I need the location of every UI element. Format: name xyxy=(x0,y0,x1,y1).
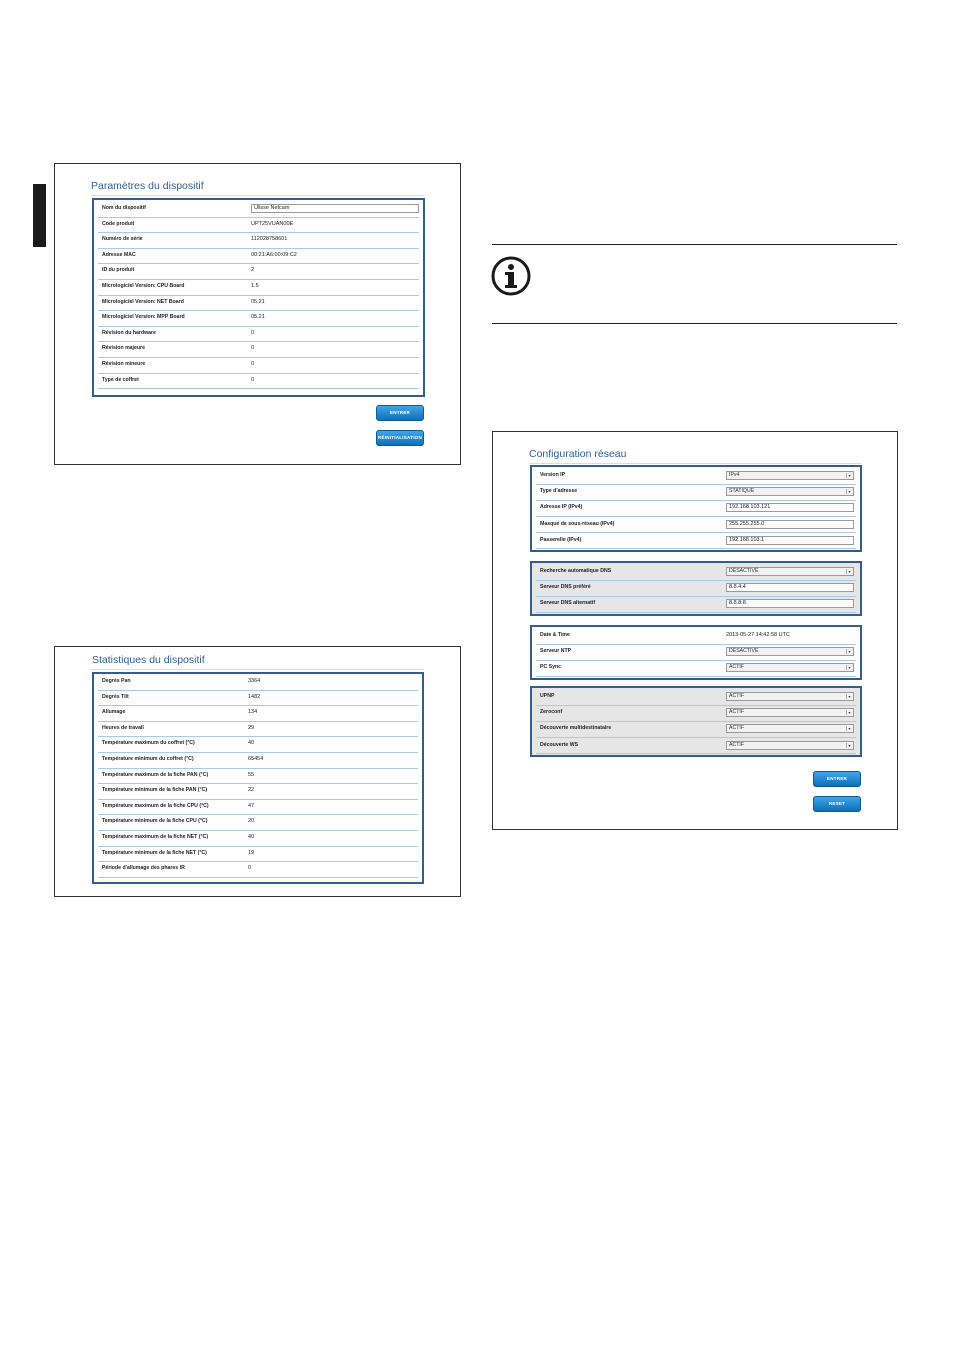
select-value: ACTIF xyxy=(729,664,744,671)
select-value: STATIQUE xyxy=(729,488,755,495)
field-label: Type de coffret xyxy=(102,376,139,383)
row-revision-majeure xyxy=(98,342,419,358)
select-value: ACTIF xyxy=(729,725,744,732)
field-label: Micrologiciel Version: NET Board xyxy=(102,298,184,305)
version-ip-select[interactable] xyxy=(726,471,854,480)
panel-title: Paramètres du dispositif xyxy=(91,180,204,192)
field-label: PC Sync xyxy=(540,664,562,671)
field-label: Serveur DNS préféré xyxy=(540,584,591,591)
field-label: Adresse MAC xyxy=(102,251,136,258)
row-heures-de-travail xyxy=(98,722,418,738)
field-value: 05.21 xyxy=(251,298,265,305)
field-value: 1482 xyxy=(248,693,261,700)
network-group-2 xyxy=(530,561,862,616)
serveur-dns-prefere-input[interactable] xyxy=(726,583,854,592)
field-value: UPT25VUAN00E xyxy=(251,220,294,227)
select-value: ACTIF xyxy=(729,693,744,699)
row-id-du-produit xyxy=(98,264,419,280)
row-micrologiciel-version-mpp-board xyxy=(98,311,419,327)
title-divider xyxy=(91,195,424,196)
field-label: Masque de sous-réseau (IPv4) xyxy=(540,520,615,527)
row-allumage xyxy=(98,706,418,722)
adresse-ip-ipv4-input[interactable] xyxy=(726,503,854,512)
field-label: Température minimum du coffret (°C) xyxy=(102,756,194,762)
field-value: 134 xyxy=(248,709,258,716)
panel-title: Configuration réseau xyxy=(529,448,627,460)
field-label: Adresse IP (IPv4) xyxy=(540,504,583,511)
recherche-automatique-dns-select[interactable] xyxy=(726,567,854,576)
chevron-down-icon[interactable]: ▾ xyxy=(846,569,852,574)
field-value: 00:21:A6:00:09:C2 xyxy=(251,251,297,258)
field-label: ID du produit xyxy=(102,267,135,274)
field-value: 0 xyxy=(251,345,255,352)
select-value: IPv4 xyxy=(729,472,740,478)
upnp-select[interactable] xyxy=(726,692,854,701)
row-code-produit xyxy=(98,218,419,234)
field-label: Température minimum de la fiche NET (°C) xyxy=(102,849,207,856)
reset-button[interactable]: RESET xyxy=(813,796,861,812)
field-label: Découverte multidestinataire xyxy=(540,725,612,732)
row-temperature-minimum-de-la-fiche-cpu-c xyxy=(98,815,418,831)
field-label: Heures de travail xyxy=(102,724,144,731)
field-value: 0 xyxy=(251,376,255,383)
field-label: Révision du hardware xyxy=(102,329,156,336)
row-date-time xyxy=(536,629,856,645)
field-label: Période d'allumage des phares IR xyxy=(102,865,185,872)
row-temperature-minimum-de-la-fiche-net-c xyxy=(98,847,418,863)
device-statistics-table xyxy=(92,672,424,884)
row-periode-d-allumage-des-phares-ir xyxy=(98,862,418,878)
field-value: 65454 xyxy=(248,756,264,762)
row-type-d-adresse xyxy=(536,485,856,501)
row-version-ip xyxy=(536,469,856,485)
field-label: Degrés Tilt xyxy=(102,693,129,700)
field-label: Serveur DNS alternatif xyxy=(540,600,596,607)
row-adresse-ip-ipv4 xyxy=(536,501,856,517)
masque-de-sous-reseau-ipv4-input[interactable] xyxy=(726,520,854,529)
field-label: Micrologiciel Version: CPU Board xyxy=(102,283,185,289)
network-configuration-panel xyxy=(492,431,898,830)
network-group-3 xyxy=(530,625,862,680)
select-value: ACTIF xyxy=(729,741,744,748)
decouverte-multidestinataire-select[interactable] xyxy=(726,724,854,733)
title-divider xyxy=(91,669,424,670)
row-type-de-coffret xyxy=(98,374,419,390)
row-passerelle-ipv4 xyxy=(536,534,856,550)
row-temperature-maximum-de-la-fiche-pan-c xyxy=(98,769,418,785)
row-micrologiciel-version-net-board xyxy=(98,296,419,312)
row-adresse-mac xyxy=(98,249,419,265)
select-value: DÉSACTIVÉ xyxy=(729,568,759,574)
row-micrologiciel-version-cpu-board xyxy=(98,280,419,296)
field-value: 0 xyxy=(248,865,252,872)
row-masque-de-sous-reseau-ipv4 xyxy=(536,518,856,534)
nom-du-dispositif-input[interactable] xyxy=(251,204,419,213)
field-value: 47 xyxy=(248,802,255,809)
panel-title: Statistiques du dispositif xyxy=(92,654,205,666)
field-label: Numéro de série xyxy=(102,236,143,243)
field-value: 22 xyxy=(248,787,255,794)
input-value: 192.168.103.1 xyxy=(729,536,765,543)
info-icon xyxy=(491,256,531,296)
field-label: Date & Time xyxy=(540,632,570,638)
field-label: Température minimum de la fiche PAN (°C) xyxy=(102,787,208,794)
device-parameters-panel xyxy=(54,163,461,465)
row-revision-du-hardware xyxy=(98,327,419,343)
field-label: Micrologiciel Version: MPP Board xyxy=(102,314,185,321)
title-divider xyxy=(529,463,861,464)
chevron-down-icon[interactable]: ▾ xyxy=(846,489,852,494)
chevron-down-icon[interactable]: ▾ xyxy=(846,743,852,748)
chevron-down-icon[interactable]: ▾ xyxy=(846,665,852,670)
row-temperature-maximum-de-la-fiche-net-c xyxy=(98,831,418,847)
field-label: Température maximum de la fiche CPU (°C) xyxy=(102,802,209,809)
row-decouverte-ws xyxy=(536,739,856,755)
row-pc-sync xyxy=(536,661,856,677)
field-value: 3364 xyxy=(248,678,261,684)
chevron-down-icon[interactable]: ▾ xyxy=(846,694,852,699)
field-value: 29 xyxy=(248,724,255,731)
chevron-down-icon[interactable]: ▾ xyxy=(846,726,852,731)
field-label: Température maximum de la fiche NET (°C) xyxy=(102,834,209,840)
note-top-rule xyxy=(492,244,897,245)
device-statistics-panel xyxy=(54,646,461,897)
chevron-down-icon[interactable]: ▾ xyxy=(846,649,852,654)
field-label: Révision majeure xyxy=(102,345,145,352)
row-upnp xyxy=(536,690,856,706)
row-degres-pan xyxy=(98,675,418,691)
input-value: 255.255.255.0 xyxy=(729,520,765,527)
field-value: 1.5 xyxy=(251,283,259,289)
field-value: 40 xyxy=(248,740,255,747)
field-label: Zeroconf xyxy=(540,709,563,716)
input-value: 192.168.103.121 xyxy=(729,504,771,511)
field-label: Type d'adresse xyxy=(540,488,578,495)
row-serveur-dns-alternatif xyxy=(536,597,856,613)
network-group-4 xyxy=(530,686,862,757)
enter-button[interactable]: ENTRER xyxy=(376,405,424,421)
zeroconf-select[interactable] xyxy=(726,708,854,717)
field-label: Degrés Pan xyxy=(102,678,131,684)
row-serveur-ntp xyxy=(536,645,856,661)
pc-sync-select[interactable] xyxy=(726,663,854,672)
input-value: Ulisse Netcam xyxy=(254,205,290,211)
field-label: Serveur NTP xyxy=(540,648,572,655)
row-decouverte-multidestinataire xyxy=(536,722,856,738)
field-label: Version IP xyxy=(540,472,566,478)
network-group-1 xyxy=(530,465,862,552)
field-value: 20 xyxy=(248,818,255,825)
serveur-ntp-select[interactable] xyxy=(726,647,854,656)
select-value: DÉSACTIVÉ xyxy=(729,648,759,655)
note-bottom-rule xyxy=(492,323,897,324)
field-value: 19 xyxy=(248,849,255,856)
row-temperature-maximum-du-coffret-c xyxy=(98,737,418,753)
row-nom-du-dispositif xyxy=(98,202,419,218)
field-label: Température minimum de la fiche CPU (°C) xyxy=(102,818,208,825)
select-value: ACTIF xyxy=(729,709,744,716)
row-temperature-maximum-de-la-fiche-cpu-c xyxy=(98,800,418,816)
field-value: 2013-05-27 14:42:58 UTC xyxy=(726,632,790,638)
passerelle-ipv4-input[interactable] xyxy=(726,536,854,545)
row-temperature-minimum-du-coffret-c xyxy=(98,753,418,769)
enter-button[interactable]: ENTRER xyxy=(813,771,861,787)
field-label: Code produit xyxy=(102,220,135,227)
device-parameters-table xyxy=(92,198,425,397)
section-tab-marker xyxy=(33,184,46,247)
field-value: 55 xyxy=(248,771,255,778)
input-value: 8.8.8.8 xyxy=(729,600,746,607)
field-label: UPNP xyxy=(540,693,555,699)
row-degres-tilt xyxy=(98,691,418,707)
field-value: 40 xyxy=(248,834,255,840)
input-value: 8.8.4.4 xyxy=(729,584,746,591)
field-value: 0 xyxy=(251,329,255,336)
field-label: Découverte WS xyxy=(540,741,579,748)
field-label: Nom du dispositif xyxy=(102,205,146,211)
chevron-down-icon[interactable]: ▾ xyxy=(846,710,852,715)
field-value: 112028758601 xyxy=(251,236,288,243)
row-zeroconf xyxy=(536,706,856,722)
decouverte-ws-select[interactable] xyxy=(726,741,854,750)
row-numero-de-serie xyxy=(98,233,419,249)
serveur-dns-alternatif-input[interactable] xyxy=(726,599,854,608)
row-revision-mineure xyxy=(98,358,419,374)
field-label: Allumage xyxy=(102,709,126,716)
field-label: Recherche automatique DNS xyxy=(540,568,612,574)
field-value: 05.21 xyxy=(251,314,265,321)
field-label: Température maximum de la fiche PAN (°C) xyxy=(102,771,209,778)
field-value: 2 xyxy=(251,267,255,274)
row-recherche-automatique-dns xyxy=(536,565,856,581)
chevron-down-icon[interactable]: ▾ xyxy=(846,473,852,478)
type-d-adresse-select[interactable] xyxy=(726,487,854,496)
field-label: Passerelle (IPv4) xyxy=(540,536,582,543)
reset-button[interactable]: RÉINITIALISATION xyxy=(376,430,424,446)
row-temperature-minimum-de-la-fiche-pan-c xyxy=(98,784,418,800)
field-value: 0 xyxy=(251,361,255,367)
field-label: Révision mineure xyxy=(102,361,146,367)
row-serveur-dns-prefere xyxy=(536,581,856,597)
field-label: Température maximum du coffret (°C) xyxy=(102,740,195,747)
